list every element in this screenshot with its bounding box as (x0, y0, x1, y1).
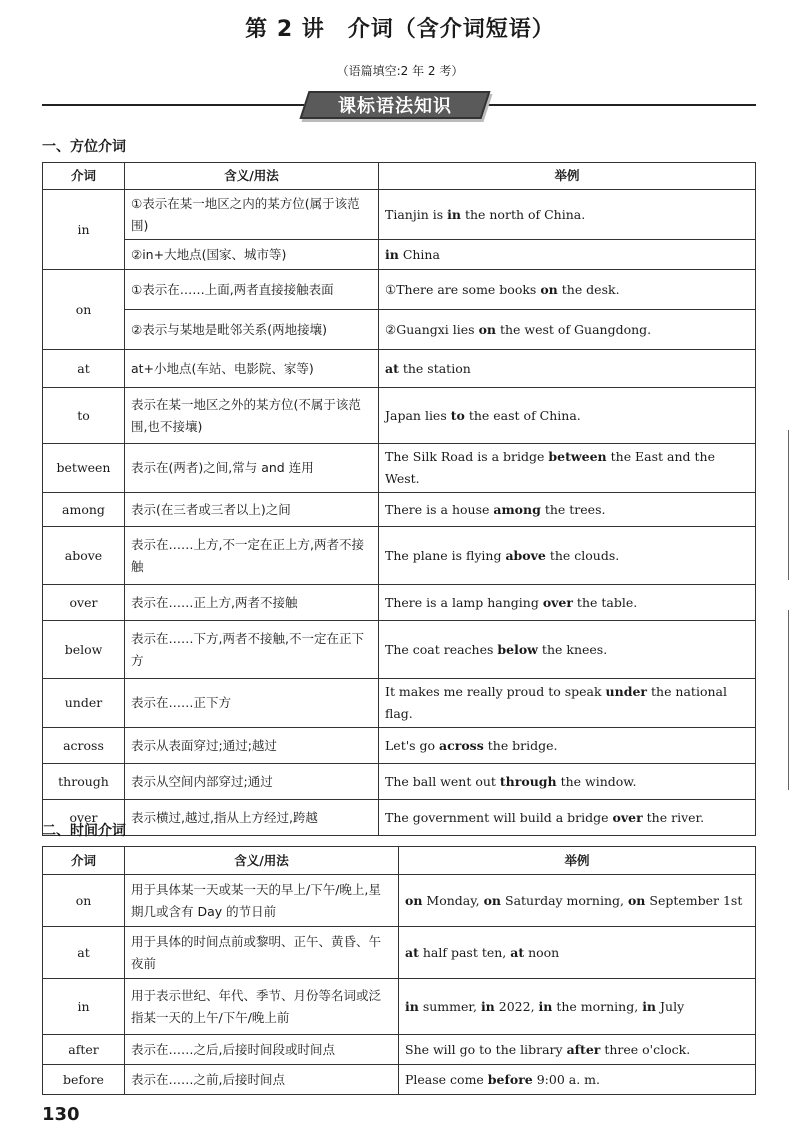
usage-cell: 表示在某一地区之外的某方位(不属于该范围,也不接壤) (125, 388, 379, 444)
table-row (43, 979, 756, 1035)
preposition-cell: on (43, 270, 125, 350)
preposition-cell: in (43, 979, 125, 1035)
example-cell: on Monday, on Saturday morning, on September 1st (399, 875, 756, 927)
usage-cell: 用于具体的时间点前或黎明、正午、黄昏、午夜前 (125, 927, 399, 979)
section-heading-location: 一、方位介词 (42, 139, 126, 155)
preposition-cell: between (43, 444, 125, 493)
table-row (43, 800, 756, 836)
table-row (43, 444, 756, 493)
example-cell: The Silk Road is a bridge between the East and the West. (379, 444, 756, 493)
preposition-cell: below (43, 621, 125, 679)
table-row (43, 585, 756, 621)
table-row (43, 875, 756, 927)
example-cell: in China (379, 240, 756, 270)
example-cell: The government will build a bridge over the river. (379, 800, 756, 836)
banner-label: 课标语法知识 (338, 96, 452, 117)
header-usage: 含义/用法 (125, 163, 379, 190)
table-row (43, 1065, 756, 1095)
example-cell: Japan lies to the east of China. (379, 388, 756, 444)
table-row (43, 350, 756, 388)
usage-cell: 表示横过,越过,指从上方经过,跨越 (125, 800, 379, 836)
example-cell: She will go to the library after three o'clock. (399, 1035, 756, 1065)
adjacent-page-edge (788, 430, 800, 580)
preposition-cell: in (43, 190, 125, 270)
header-preposition: 介词 (43, 163, 125, 190)
page-number: 130 (42, 1104, 80, 1125)
preposition-cell: to (43, 388, 125, 444)
preposition-cell: above (43, 527, 125, 585)
example-cell: ②Guangxi lies on the west of Guangdong. (379, 310, 756, 350)
header-example: 举例 (399, 847, 756, 875)
preposition-cell: among (43, 493, 125, 527)
divider-right (486, 104, 756, 106)
exam-frequency-note: （语篇填空:2 年 2 考） (336, 64, 464, 78)
header-usage: 含义/用法 (125, 847, 399, 875)
usage-cell: 用于表示世纪、年代、季节、月份等名词或泛指某一天的上午/下午/晚上前 (125, 979, 399, 1035)
usage-cell: 用于具体某一天或某一天的早上/下午/晚上,星期几或含有 Day 的节日前 (125, 875, 399, 927)
preposition-cell: across (43, 728, 125, 764)
usage-cell: 表示在……上方,不一定在正上方,两者不接触 (125, 527, 379, 585)
table-row (43, 240, 756, 270)
table-row (43, 388, 756, 444)
usage-cell: 表示在……之前,后接时间点 (125, 1065, 399, 1095)
usage-cell: 表示在……之后,后接时间段或时间点 (125, 1035, 399, 1065)
example-cell: Tianjin is in the north of China. (379, 190, 756, 240)
page-title: 第 2 讲 介词（含介词短语） (245, 17, 555, 42)
table-header-row (43, 847, 756, 875)
example-cell: The coat reaches below the knees. (379, 621, 756, 679)
usage-cell: 表示在(两者)之间,常与 and 连用 (125, 444, 379, 493)
table-header-row (43, 163, 756, 190)
divider-left (42, 104, 304, 106)
example-cell: at the station (379, 350, 756, 388)
table-row (43, 927, 756, 979)
header-preposition: 介词 (43, 847, 125, 875)
example-cell: Please come before 9:00 a. m. (399, 1065, 756, 1095)
preposition-cell: under (43, 679, 125, 728)
usage-cell: 表示在……正上方,两者不接触 (125, 585, 379, 621)
preposition-cell: before (43, 1065, 125, 1095)
example-cell: There is a lamp hanging over the table. (379, 585, 756, 621)
preposition-cell: at (43, 350, 125, 388)
example-cell: ①There are some books on the desk. (379, 270, 756, 310)
header-example: 举例 (379, 163, 756, 190)
preposition-cell: over (43, 585, 125, 621)
section-heading-time: 二、时间介词 (42, 823, 126, 839)
usage-cell: ②表示与某地是毗邻关系(两地接壤) (125, 310, 379, 350)
example-cell: Let's go across the bridge. (379, 728, 756, 764)
table-row (43, 270, 756, 310)
location-prepositions-table (42, 162, 756, 836)
usage-cell: ①表示在……上面,两者直接接触表面 (125, 270, 379, 310)
table-row (43, 621, 756, 679)
table-row (43, 310, 756, 350)
example-cell: It makes me really proud to speak under the national flag. (379, 679, 756, 728)
table-row (43, 679, 756, 728)
section-banner (304, 91, 486, 119)
preposition-cell: after (43, 1035, 125, 1065)
example-cell: at half past ten, at noon (399, 927, 756, 979)
table-row (43, 1035, 756, 1065)
table-row (43, 764, 756, 800)
preposition-cell: through (43, 764, 125, 800)
table-row (43, 527, 756, 585)
usage-cell: at+小地点(车站、电影院、家等) (125, 350, 379, 388)
time-prepositions-table (42, 846, 756, 1095)
example-cell: The plane is flying above the clouds. (379, 527, 756, 585)
usage-cell: 表示从表面穿过;通过;越过 (125, 728, 379, 764)
example-cell: The ball went out through the window. (379, 764, 756, 800)
usage-cell: 表示(在三者或三者以上)之间 (125, 493, 379, 527)
adjacent-page-edge (788, 610, 800, 790)
usage-cell: 表示在……正下方 (125, 679, 379, 728)
usage-cell: ①表示在某一地区之内的某方位(属于该范围) (125, 190, 379, 240)
table-row (43, 728, 756, 764)
preposition-cell: at (43, 927, 125, 979)
preposition-cell: on (43, 875, 125, 927)
example-cell: in summer, in 2022, in the morning, in July (399, 979, 756, 1035)
usage-cell: 表示在……下方,两者不接触,不一定在正下方 (125, 621, 379, 679)
usage-cell: ②in+大地点(国家、城市等) (125, 240, 379, 270)
usage-cell: 表示从空间内部穿过;通过 (125, 764, 379, 800)
preposition-cell: over (43, 800, 125, 836)
example-cell: There is a house among the trees. (379, 493, 756, 527)
table-row (43, 493, 756, 527)
table-row (43, 190, 756, 240)
